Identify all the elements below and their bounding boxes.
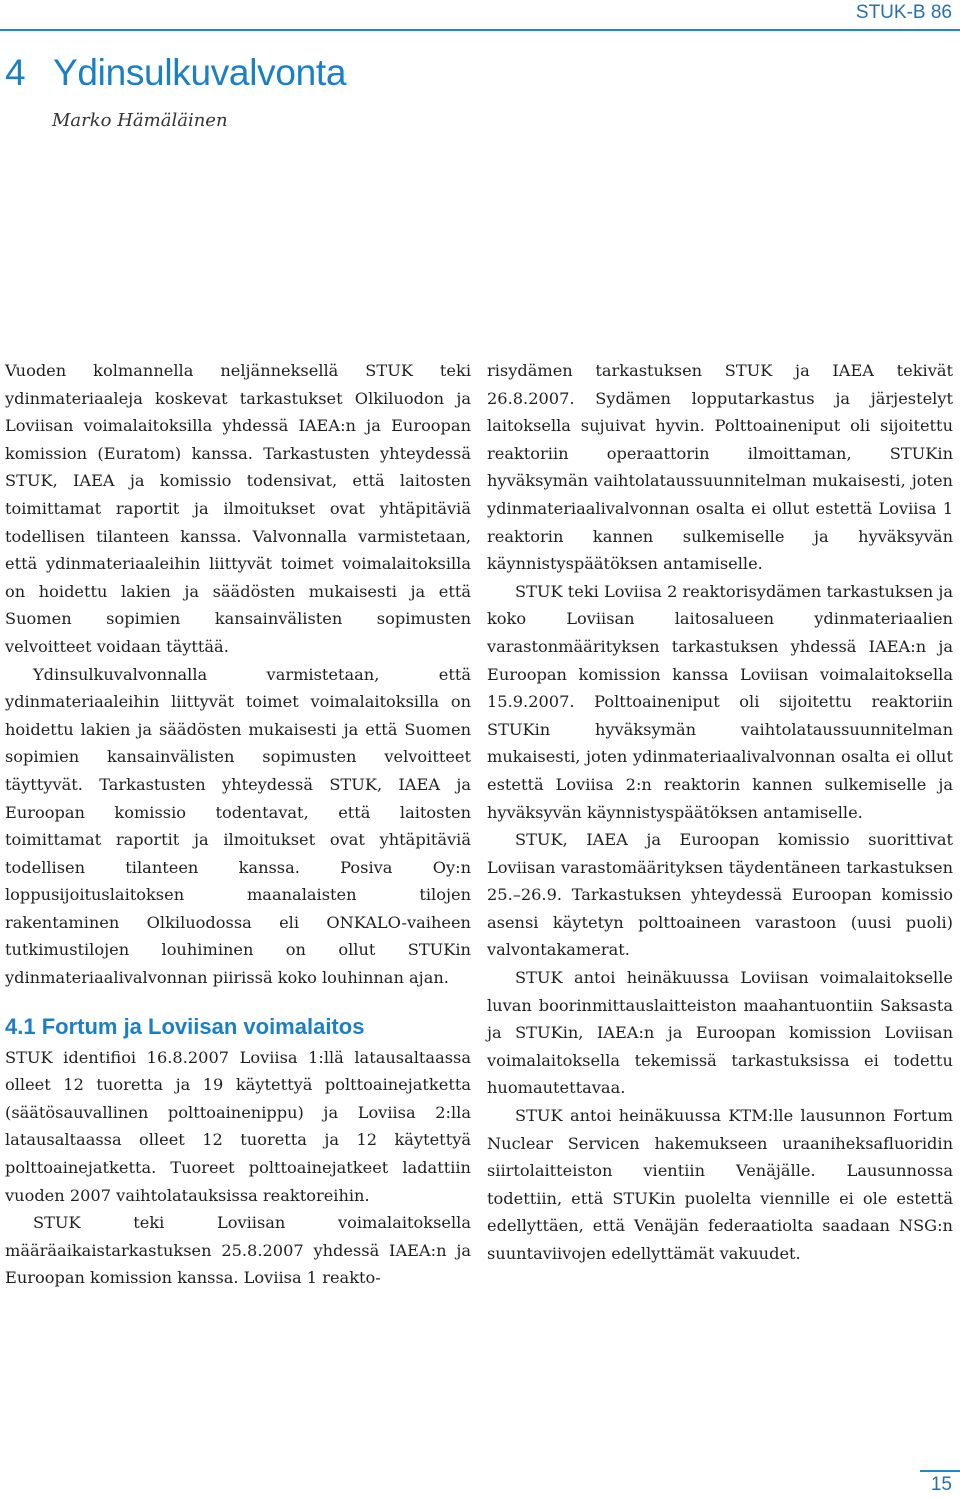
left-column [5,357,471,1292]
footer-rule [920,1470,960,1472]
page-header [0,0,960,26]
left-paragraph-2: Ydinsulkuvalvonnalla varmistetaan, että ydinmateriaaleihin liittyvät toimet voimalaitoksilla on hoidettu lakien ja säädösten mukaisesti ja että Suomen sopimien kansainvälisten sopimusten velvoitteet täyttyvät. Tarkastusten yhteydessä STUK, IAEA ja Euroopan komissio todentavat, että laitosten toimittamat raportit ja ilmoitukset ovat yhtäpitäviä todellisen tilanteen kanssa. Posiva Oy:n loppusijoituslaitoksen maanalaisten tilojen rakentaminen Olkiluodossa eli ONKALO-vaiheen tutkimustilojen louhiminen on ollut STUKin ydinmateriaalivalvonnan piirissä koko louhinnan ajan. [5,664,471,988]
left-paragraph-1: Vuoden kolmannella neljänneksellä STUK teki ydinmateriaaleja koskevat tarkastukset Olkiluodon ja Loviisan voimalaitoksilla yhdessä IAEA:n ja Euroopan komission (Euratom) kanssa. Tarkastusten yhteydessä STUK, IAEA ja komissio todensivat, että laitosten toimittamat raportit ja ilmoitukset ovat yhtäpitäviä todellisen tilanteen kanssa. Valvonnalla varmistetaan, että ydinmateriaaleihin liittyvät toimet voimalaitoksilla on hoidettu lakien ja säädösten mukaisesti ja että Suomen sopimien kansainvälisten sopimusten velvoitteet voidaan täyttää. [5,361,471,656]
series-label: STUK-B 86 [855,2,952,23]
section-heading: 4.1 Fortum ja Loviisan voimalaitos [5,1013,365,1039]
page-number: 15 [930,1474,952,1495]
right-column [487,357,953,1268]
right-paragraph-4: STUK antoi heinäkuussa Loviisan voimalaitokselle luvan boorinmittauslaitteiston maahantuontiin Saksasta ja STUKin, IAEA:n ja Euroopan komission Loviisan voimalaitoksella tekemissä tarkastuksissa ei todettu huomautettavaa. [487,968,953,1098]
left-paragraph-4: STUK teki Loviisan voimalaitoksella määräaikaistarkastuksen 25.8.2007 yhdessä IAEA:n ja Euroopan komission kanssa. Loviisa 1 reakto- [5,1213,471,1288]
chapter-author: Marko Hämäläinen [52,110,228,131]
header-rule [0,29,960,31]
chapter-title [5,52,346,94]
chapter-number: 4 [5,52,26,93]
right-paragraph-3: STUK, IAEA ja Euroopan komissio suorittivat Loviisan varastomäärityksen täydentäneen tarkastuksen 25.–26.9. Tarkastuksen yhteydessä Euroopan komissio asensi käytetyn polttoaineen varastoon (uusi puoli) valvontakamerat. [487,830,953,960]
right-paragraph-2: STUK teki Loviisa 2 reaktorisydämen tarkastuksen ja koko Loviisan laitosalueen ydinmateriaalien varastonmäärityksen tarkastuksen yhdessä IAEA:n ja Euroopan komission kanssa Loviisan voimalaitoksella 15.9.2007. Polttoaineniput oli sijoitettu reaktoriin STUKin hyväksymän vaihtolataussuunnitelman mukaisesti, joten ydinmateriaalivalvonnan osalta ei ollut estettä Loviisa 2:n reaktorin kannen sulkemiselle ja hyväksyvän käynnistyspäätöksen antamiselle. [487,581,953,822]
left-paragraph-3: STUK identifioi 16.8.2007 Loviisa 1:llä latausaltaassa olleet 12 tuoretta ja 19 käytettyä polttoainejatketta (säätösauvallinen polttoainenippu) ja Loviisa 2:lla latausaltaassa olleet 12 tuoretta ja 12 käytettyä polttoainejatketta. Tuoreet polttoainejatkeet ladattiin vuoden 2007 vaihtolatauksissa reaktoreihin. [5,1047,471,1205]
right-paragraph-5: STUK antoi heinäkuussa KTM:lle lausunnon Fortum Nuclear Servicen hakemukseen uraaniheksafluoridin siirtolaitteiston vientiin Venäjälle. Lausunnossa todettiin, että STUKin puolelta viennille ei ole estettä edellyttäen, että Venäjän federaatiolta saadaan NSG:n suuntaviivojen edellyttämät vakuudet. [487,1106,953,1263]
chapter-title-text: Ydinsulkuvalvonta [53,52,347,93]
right-paragraph-1: risydämen tarkastuksen STUK ja IAEA tekivät 26.8.2007. Sydämen lopputarkastus ja järjestelyt laitoksella sujuivat hyvin. Polttoaineniput oli sijoitettu reaktoriin operaattorin ilmoittaman, STUKin hyväksymän vaihtolataussuunnitelman mukaisesti, joten ydinmateriaalivalvonnan osalta ei ollut estettä Loviisa 1 reaktorin kannen sulkemiselle ja hyväksyvän käynnistyspäätöksen antamiselle. [487,361,953,574]
